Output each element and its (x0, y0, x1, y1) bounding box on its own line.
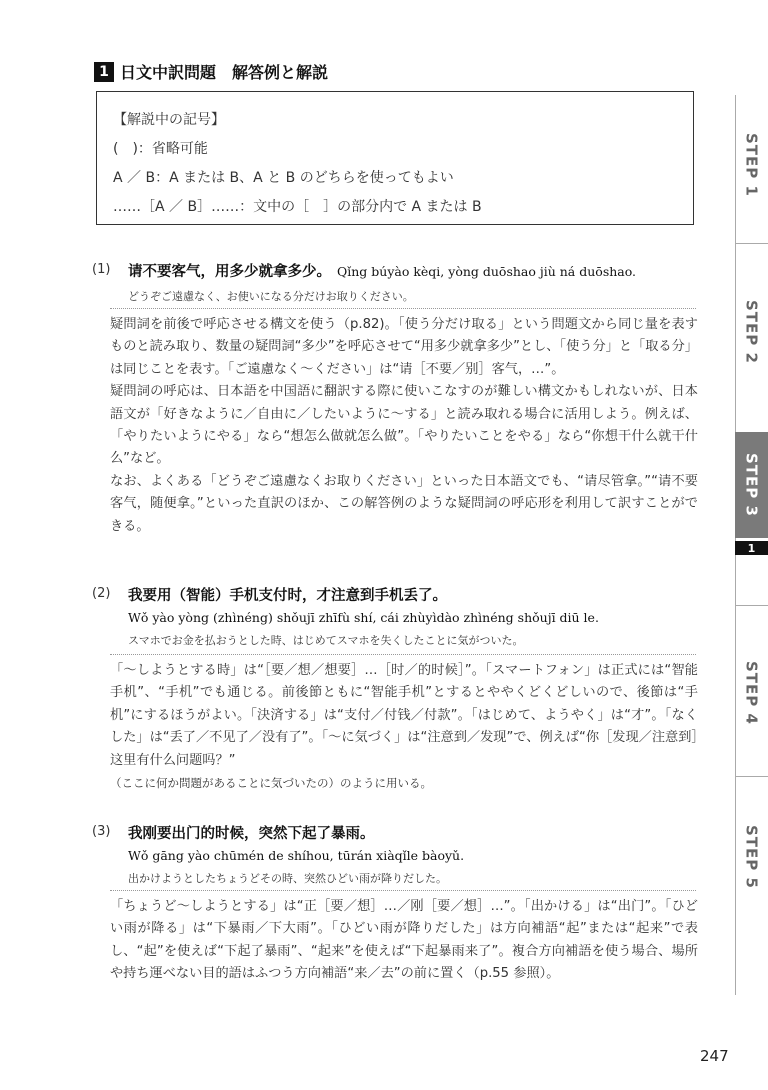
divider (110, 890, 696, 891)
tab-divider (735, 243, 768, 244)
tab-step-2[interactable]: STEP 2 (742, 300, 761, 364)
japanese-prompt: スマホでお金を払おうとした時、はじめてスマホを失くしたことに気がついた。 (128, 634, 524, 647)
chinese-answer: 我要用（智能）手机支付时，才注意到手机丢了。 (128, 588, 447, 604)
tab-divider (735, 776, 768, 777)
explanation-1 (110, 314, 698, 538)
legend-line: A ／ B：A または B、A と B のどちらを使ってもよい (113, 170, 454, 186)
question-number: (3) (92, 824, 111, 839)
explanation-3 (110, 896, 698, 986)
explanation-paragraph: 疑問詞の呼応は、日本語を中国語に翻訳する際に使いこなすのが難しい構文かもしれないが、日本語文が「好きなように／自由に／したいように～する」と読み取れる場合に活用しよう。例えば、「やりたいようにやる」なら“想怎么做就怎么做”。「やりたいことをやる」なら“你想干什么就干什么”など。 (110, 384, 698, 467)
divider (110, 654, 696, 655)
tab-step-3[interactable]: STEP 3 (735, 432, 768, 538)
chinese-answer: 请不要客气，用多少就拿多少。 Qǐng búyào kèqi, yòng duōshao jiù ná duōshao. (128, 264, 637, 280)
section-number: 1 (94, 62, 114, 82)
divider (110, 308, 696, 309)
japanese-prompt: どうぞご遠慮なく、お使いになる分だけお取りください。 (128, 290, 414, 303)
legend-box (96, 91, 694, 225)
japanese-prompt: 出かけようとしたちょうどその時、突然ひどい雨が降りだした。 (128, 872, 447, 885)
question-number: (2) (92, 586, 111, 601)
section-title: 日文中訳問題 解答例と解説 (120, 63, 329, 82)
explanation-paragraph: 「～しようとする時」は“［要／想／想要］…［时／的时候］”。「スマートフォン」は正式には“智能手机”、“手机”でも通じる。前後節ともに“智能手机”とするとややくどくどしいので、後節は“手机”にするほうがよい。「決済する」は“支付／付钱／付款”。「はじめて、ようやく」は“才”。「なくした」は“丢了／不见了／没有了”。「～に気づく」は“注意到／发现”で、例えば“你［发现／注意到］这里有什么问题吗？” (110, 663, 698, 768)
section-header (94, 60, 328, 83)
legend-line: ……［A ／ B］……：文中の［ ］の部分内で A または B (113, 199, 482, 215)
pinyin: Wǒ gāng yào chūmén de shíhou, tūrán xiàqǐle bàoyǔ. (128, 848, 465, 863)
tab-step-3-sub: 1 (735, 541, 768, 555)
legend-line: ( )：省略可能 (113, 141, 208, 157)
pinyin: Qǐng búyào kèqi, yòng duōshao jiù ná duōshao. (337, 264, 637, 279)
explanation-paragraph: （ここに何か問題があることに気づいたの）のように用いる。 (110, 776, 432, 791)
explanation-paragraph: なお、よくある「どうぞご遠慮なくお取りください」といった日本語文でも、“请尽管拿。”“请不要客气，随便拿。”といった直訳のほか、この解答例のような疑問詞の呼応形を利用して訳すことができる。 (110, 473, 698, 534)
explanation-paragraph: 疑問詞を前後で呼応させる構文を使う（p.82)。「使う分だけ取る」という問題文から同じ量を表すものと読み取り、数量の疑問詞“多少”を呼応させて“用多少就拿多少”とし、「使う分」と「取る分」は同じことを表す。「ご遠慮なく～ください」は“请［不要／别］客气，…”。 (110, 317, 698, 377)
question-number: (1) (92, 262, 111, 277)
tab-step-5[interactable]: STEP 5 (742, 825, 761, 889)
chinese-answer: 我刚要出门的时候，突然下起了暴雨。 (128, 826, 375, 842)
legend-title: 【解説中の記号】 (113, 112, 225, 128)
explanation-2 (110, 660, 698, 794)
pinyin: Wǒ yào yòng (zhìnéng) shǒujī zhīfù shí, cái zhùyìdào zhìnéng shǒujī diū le. (128, 610, 599, 625)
page-number: 247 (700, 1047, 729, 1065)
tab-divider (735, 605, 768, 606)
tab-step-1[interactable]: STEP 1 (742, 133, 761, 197)
explanation-paragraph: 「ちょうど～しようとする」は“正［要／想］…／刚［要／想］…”。「出かける」は“出门”。「ひどい雨が降る」は“下暴雨／下大雨”。「ひどい雨が降りだした」は方向補語“起”または“起来”で表し、“起”を使えば“下起了暴雨”、“起来”を使えば“下起暴雨来了”。複合方向補語を使う場合、場所や持ち運べない目的語はふつう方向補語“来／去”の前に置く（p.55 参照）。 (110, 899, 698, 982)
tab-step-4[interactable]: STEP 4 (742, 661, 761, 725)
